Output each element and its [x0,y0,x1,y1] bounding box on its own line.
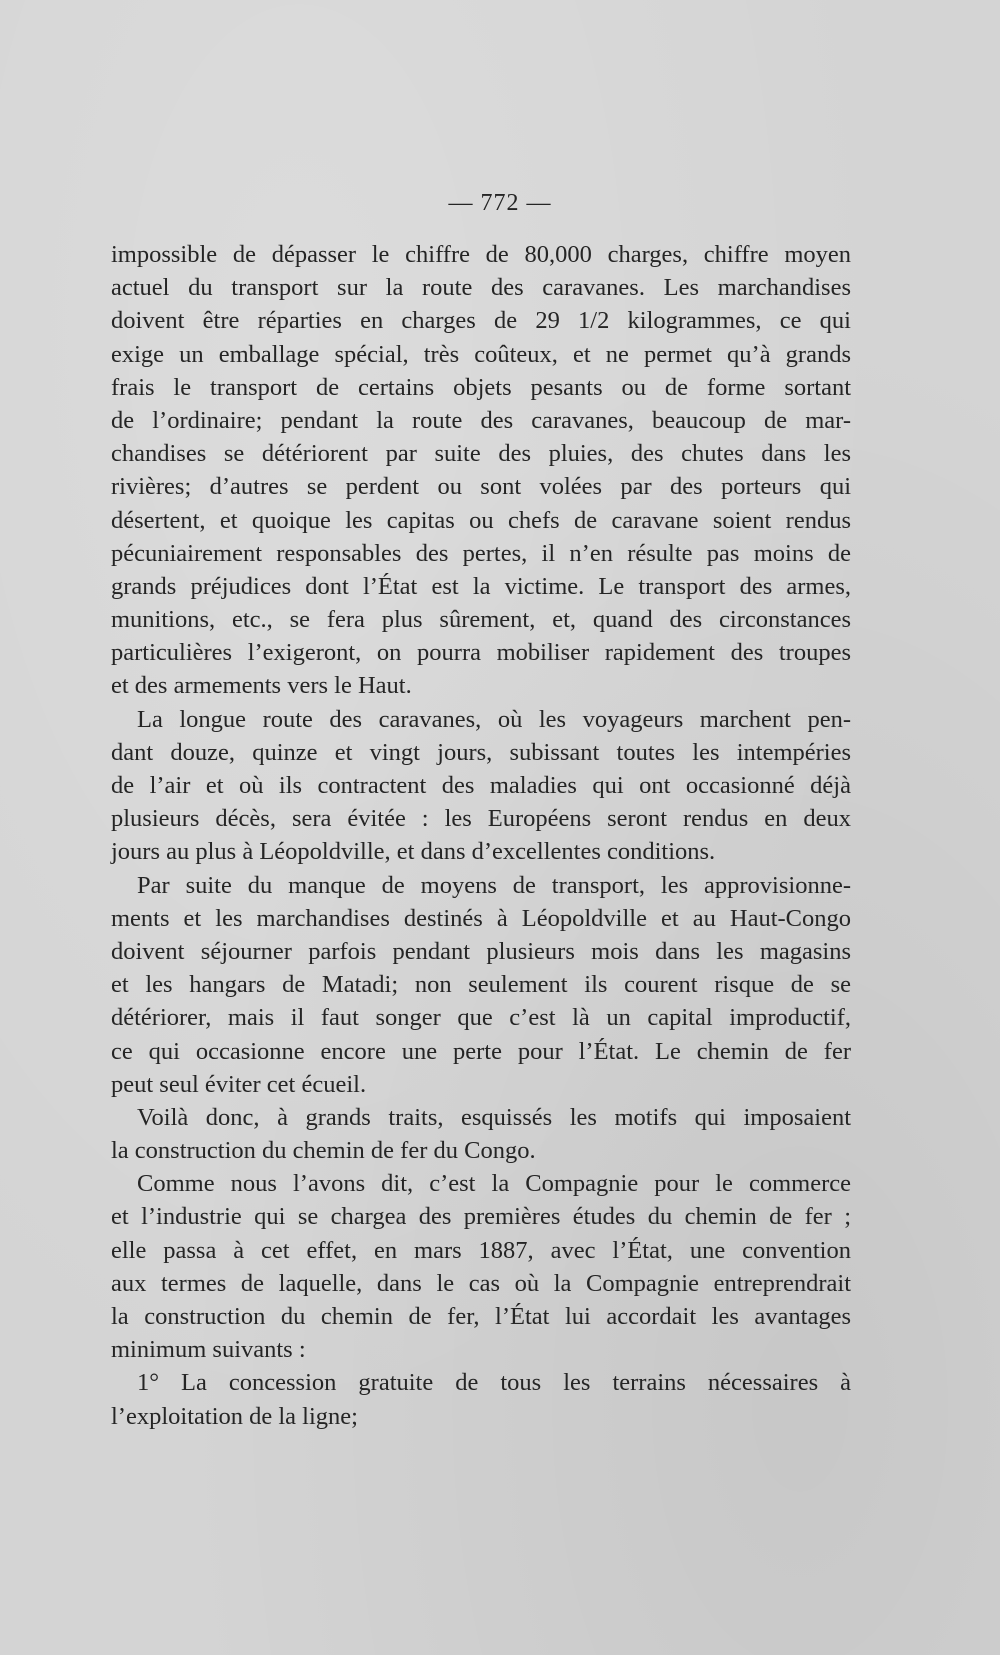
text-line: pécuniairement responsables des pertes, il n’en résulte pas moins de [111,539,851,567]
text-line: ments et les marchandises destinés à Léopoldville et au Haut-Congo [111,904,851,932]
text-line: doivent être réparties en charges de 29 1/2 kilogrammes, ce qui [111,307,851,335]
text-line: minimum suivants : [111,1336,306,1364]
text-line: La longue route des caravanes, où les voyageurs marchent pen- [137,705,851,733]
text-line: munitions, etc., se fera plus sûrement, et, quand des circonstances [111,606,851,634]
text-line: Comme nous l’avons dit, c’est la Compagnie pour le commerce [137,1170,851,1198]
text-line: Par suite du manque de moyens de transport, les approvisionne- [137,871,851,899]
text-line: doivent séjourner parfois pendant plusieurs mois dans les magasins [111,937,851,965]
text-line: plusieurs décès, sera évitée : les Européens seront rendus en deux [111,805,851,833]
text-line: chandises se détériorent par suite des pluies, des chutes dans les [111,440,851,468]
text-line: et l’industrie qui se chargea des premières études du chemin de fer ; [111,1203,851,1231]
text-line: de l’air et où ils contractent des maladies qui ont occasionné déjà [111,772,851,799]
text-line: Voilà donc, à grands traits, esquissés les motifs qui imposaient [137,1103,851,1131]
text-line: particulières l’exigeront, on pourra mobiliser rapidement des troupes [111,639,851,667]
text-line: elle passa à cet effet, en mars 1887, avec l’État, une convention [111,1236,851,1264]
text-line: grands préjudices dont l’État est la victime. Le transport des armes, [111,572,851,600]
text-line: détériorer, mais il faut songer que c’est là un capital improductif, [111,1004,851,1032]
text-line: frais le transport de certains objets pesants ou de forme sortant [111,373,851,401]
text-line: et les hangars de Matadi; non seulement ils courent risque de se [111,971,851,999]
text-line: actuel du transport sur la route des caravanes. Les marchandises [111,274,851,302]
text-line: et des armements vers le Haut. [111,672,412,700]
text-line: peut seul éviter cet écueil. [111,1070,367,1098]
text-line: la construction du chemin de fer, l’État lui accordait les avantages [111,1303,851,1330]
body-text [111,238,851,1433]
text-line: impossible de dépasser le chiffre de 80,000 charges, chiffre moyen [111,241,851,268]
text-line: exige un emballage spécial, très coûteux, et ne permet qu’à grands [111,340,851,368]
text-line: la construction du chemin de fer du Congo. [111,1137,536,1165]
text-line: 1° La concession gratuite de tous les terrains nécessaires à [137,1369,851,1397]
text-line: l’exploitation de la ligne; [111,1402,358,1430]
text-line: aux termes de laquelle, dans le cas où la Compagnie entreprendrait [111,1269,851,1297]
text-line: dant douze, quinze et vingt jours, subissant toutes les intempéries [111,738,851,766]
text-line: ce qui occasionne encore une perte pour l’État. Le chemin de fer [111,1037,851,1065]
text-line: jours au plus à Léopoldville, et dans d’excellentes conditions. [111,838,716,866]
text-line: désertent, et quoique les capitas ou chefs de caravane soient rendus [111,506,851,534]
page-number: — 772 — [448,190,552,216]
text-line: de l’ordinaire; pendant la route des caravanes, beaucoup de mar- [111,406,851,434]
text-line: rivières; d’autres se perdent ou sont volées par des porteurs qui [111,473,851,501]
